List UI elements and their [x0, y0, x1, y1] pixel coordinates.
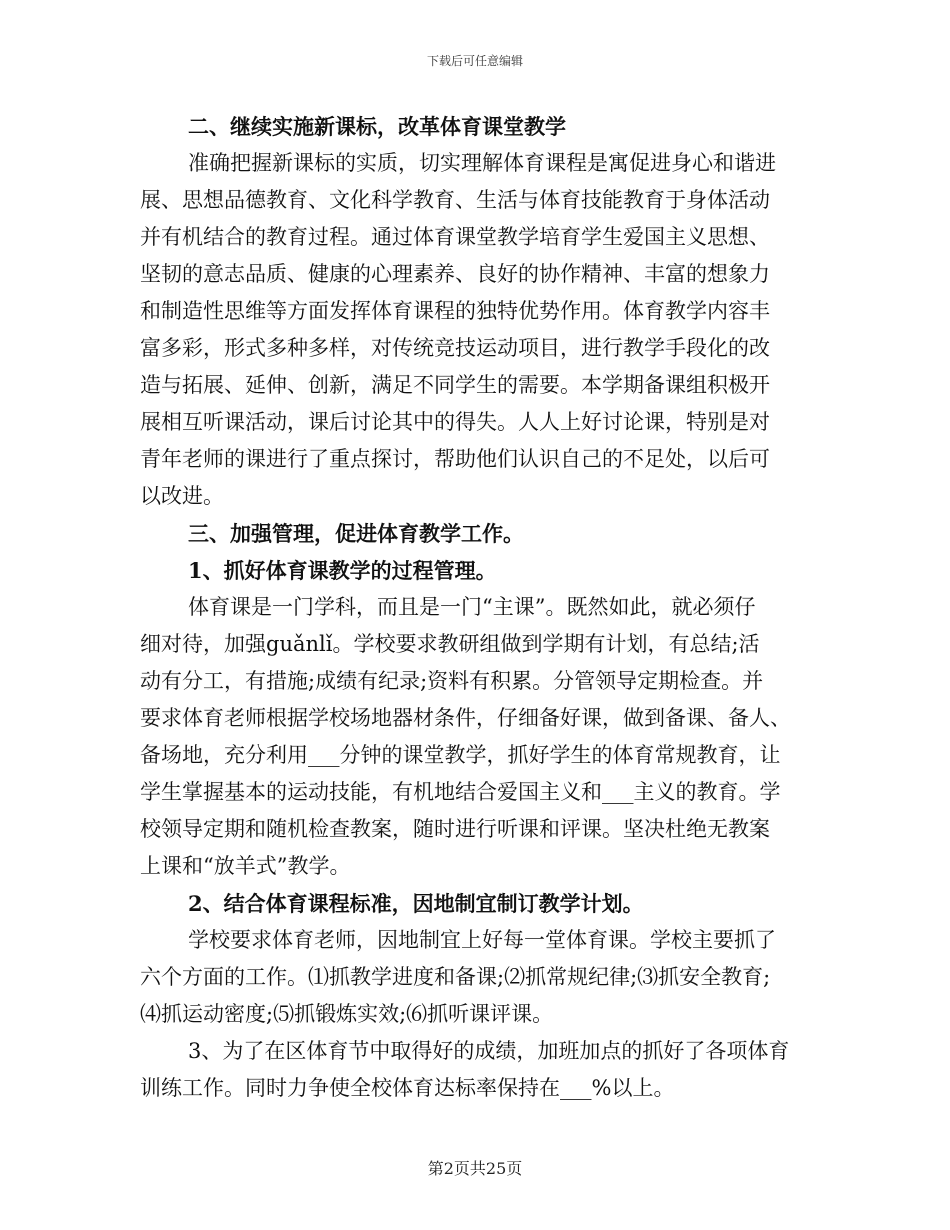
paragraph-line: 细对待，加强guǎnlǐ。学校要求教研组做到学期有计划，有总结;活 [140, 632, 760, 656]
section-heading: 二、继续实施新课标，改革体育课堂教学 [188, 114, 566, 139]
paragraph-line: 富多彩，形式多种多样，对传统竞技运动项目，进行教学手段化的改 [140, 336, 770, 360]
paragraph-line: 六个方面的工作。⑴抓教学进度和备课;⑵抓常规纪律;⑶抓安全教育; [140, 965, 771, 989]
paragraph-line: 体育课是一门学科，而且是一门“主课”。既然如此，就必须仔 [188, 595, 756, 619]
paragraph-line: 并有机结合的教育过程。通过体育课堂教学培育学生爱国主义思想、 [140, 225, 770, 249]
paragraph-line: 训练工作。同时力争使全校体育达标率保持在___%以上。 [140, 1076, 675, 1100]
paragraph-line: 和制造性思维等方面发挥体育课程的独特优势作用。体育教学内容丰 [140, 299, 770, 323]
paragraph-line: 青年老师的课进行了重点探讨，帮助他们认识自己的不足处，以后可 [140, 447, 770, 471]
section-heading: 三、加强管理，促进体育教学工作。 [188, 521, 524, 546]
paragraph-line: 3、为了在区体育节中取得好的成绩，加班加点的抓好了各项体育 [188, 1039, 790, 1063]
paragraph-line: 展相互听课活动，课后讨论其中的得失。人人上好讨论课，特别是对 [140, 410, 770, 434]
paragraph-line: 备场地，充分利用___分钟的课堂教学，抓好学生的体育常规教育，让 [140, 743, 781, 767]
paragraph-line: 要求体育老师根据学校场地器材条件，仔细备好课，做到备课、备人、 [140, 706, 791, 730]
paragraph-line: ⑷抓运动密度;⑸抓锻炼实效;⑹抓听课评课。 [140, 1002, 554, 1026]
paragraph-line: 动有分工，有措施;成绩有纪录;资料有积累。分管领导定期检查。并 [140, 669, 764, 693]
paragraph-line: 学校要求体育老师，因地制宜上好每一堂体育课。学校主要抓了 [188, 928, 776, 952]
paragraph-line: 学生掌握基本的运动技能，有机地结合爱国主义和___主义的教育。学 [140, 780, 781, 804]
page-header: 下载后可任意编辑 [426, 54, 523, 68]
section-heading: 1、抓好体育课教学的过程管理。 [188, 558, 497, 583]
paragraph-line: 坚韧的意志品质、健康的心理素养、良好的协作精神、丰富的想象力 [140, 262, 770, 286]
paragraph-line: 展、思想品德教育、文化科学教育、生活与体育技能教育于身体活动 [140, 188, 770, 212]
page-footer: 第2页共25页 [427, 1159, 523, 1178]
paragraph-line: 造与拓展、延伸、创新，满足不同学生的需要。本学期备课组积极开 [140, 373, 770, 397]
section-heading: 2、结合体育课程标准，因地制宜制订教学计划。 [188, 891, 644, 916]
paragraph-line: 以改进。 [140, 484, 224, 508]
document-body [140, 108, 812, 1107]
paragraph-line: 上课和“放羊式”教学。 [140, 854, 351, 878]
paragraph-line: 校领导定期和随机检查教案，随时进行听课和评课。坚决杜绝无教案 [140, 817, 770, 841]
paragraph-line: 准确把握新课标的实质，切实理解体育课程是寓促进身心和谐进 [188, 151, 776, 175]
